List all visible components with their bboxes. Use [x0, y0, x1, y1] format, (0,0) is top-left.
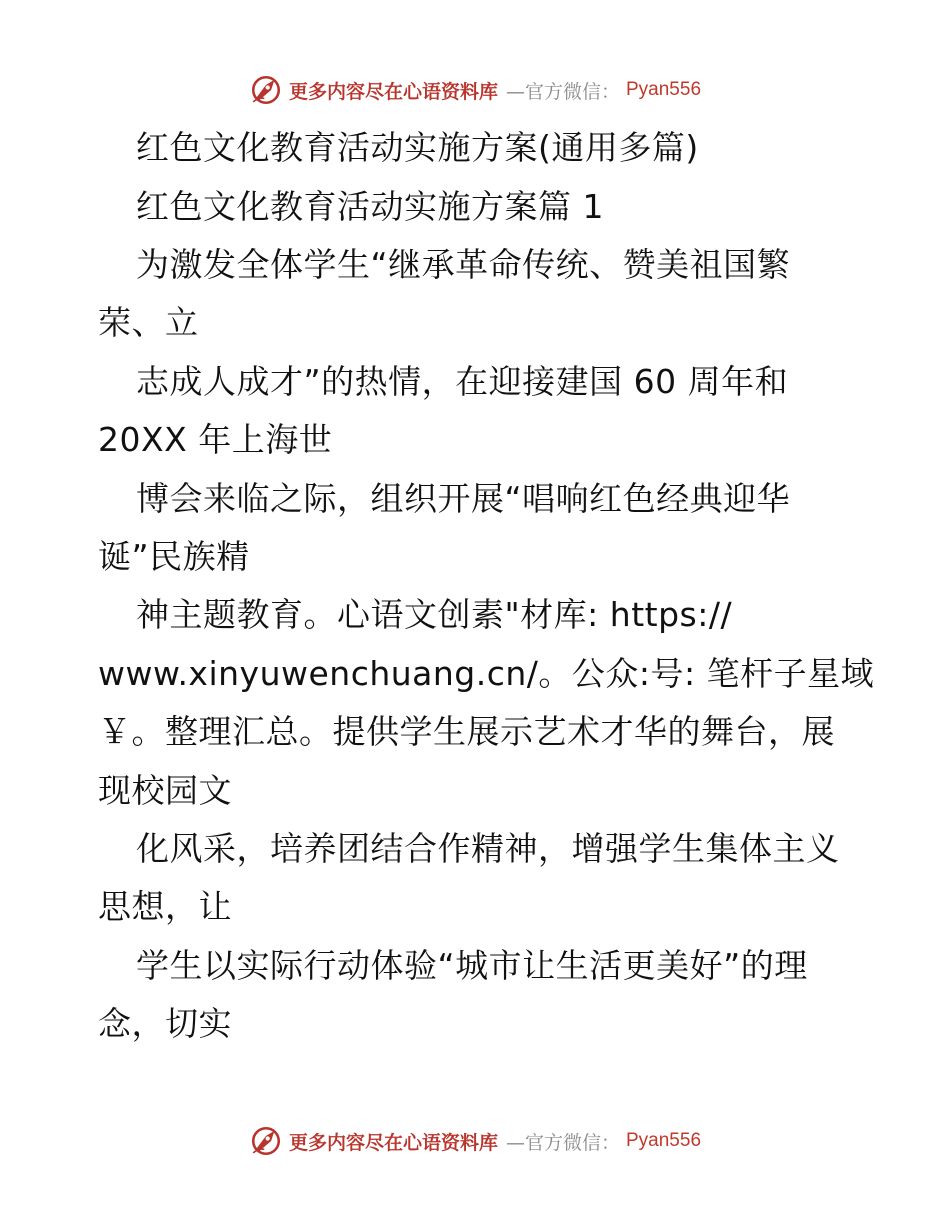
text-line: 神主题教育。心语文创素"材库: https:// — [136, 595, 733, 634]
pen-nib-logo-icon — [249, 73, 283, 107]
watermark-id-text: Pyan556 — [626, 1130, 702, 1151]
text-line: 荣、立 — [98, 303, 199, 342]
watermark-gray-text: —官方微信： — [505, 1131, 620, 1154]
text-line: 现校园文 — [98, 771, 232, 810]
text-line: 博会来临之际，组织开展“唱响红色经典迎华 — [136, 479, 791, 518]
text-line: 念，切实 — [98, 1004, 232, 1043]
text-line: 化风采，培养团结合作精神，增强学生集体主义 — [136, 829, 840, 868]
watermark-red-text: 更多内容尽在心语资料库 — [288, 1131, 498, 1154]
watermark-content — [249, 73, 701, 107]
footer-watermark — [0, 1121, 950, 1161]
pen-nib-logo-icon — [249, 1124, 283, 1158]
text-line: 诞”民族精 — [98, 537, 250, 576]
text-line: 思想，让 — [98, 887, 232, 926]
watermark-id-text: Pyan556 — [626, 79, 702, 100]
header-watermark — [0, 70, 950, 110]
text-line: ￥。整理汇总。提供学生展示艺术才华的舞台，展 — [98, 712, 835, 751]
watermark-red-text: 更多内容尽在心语资料库 — [288, 80, 498, 103]
text-line: 20XX 年上海世 — [98, 420, 333, 459]
section-heading: 红色文化教育活动实施方案篇 1 — [136, 187, 604, 226]
text-line: 为激发全体学生“继承革命传统、赞美祖国繁 — [136, 245, 791, 284]
watermark-gray-text: —官方微信： — [505, 80, 620, 103]
text-line: 志成人成才”的热情，在迎接建国 60 周年和 — [136, 362, 789, 401]
document-title: 红色文化教育活动实施方案(通用多篇) — [136, 128, 699, 167]
text-line: www.xinyuwenchuang.cn/。公众:号: 笔杆子星域 — [98, 654, 875, 693]
watermark-content — [249, 1124, 701, 1158]
text-line: 学生以实际行动体验“城市让生活更美好”的理 — [136, 946, 808, 985]
